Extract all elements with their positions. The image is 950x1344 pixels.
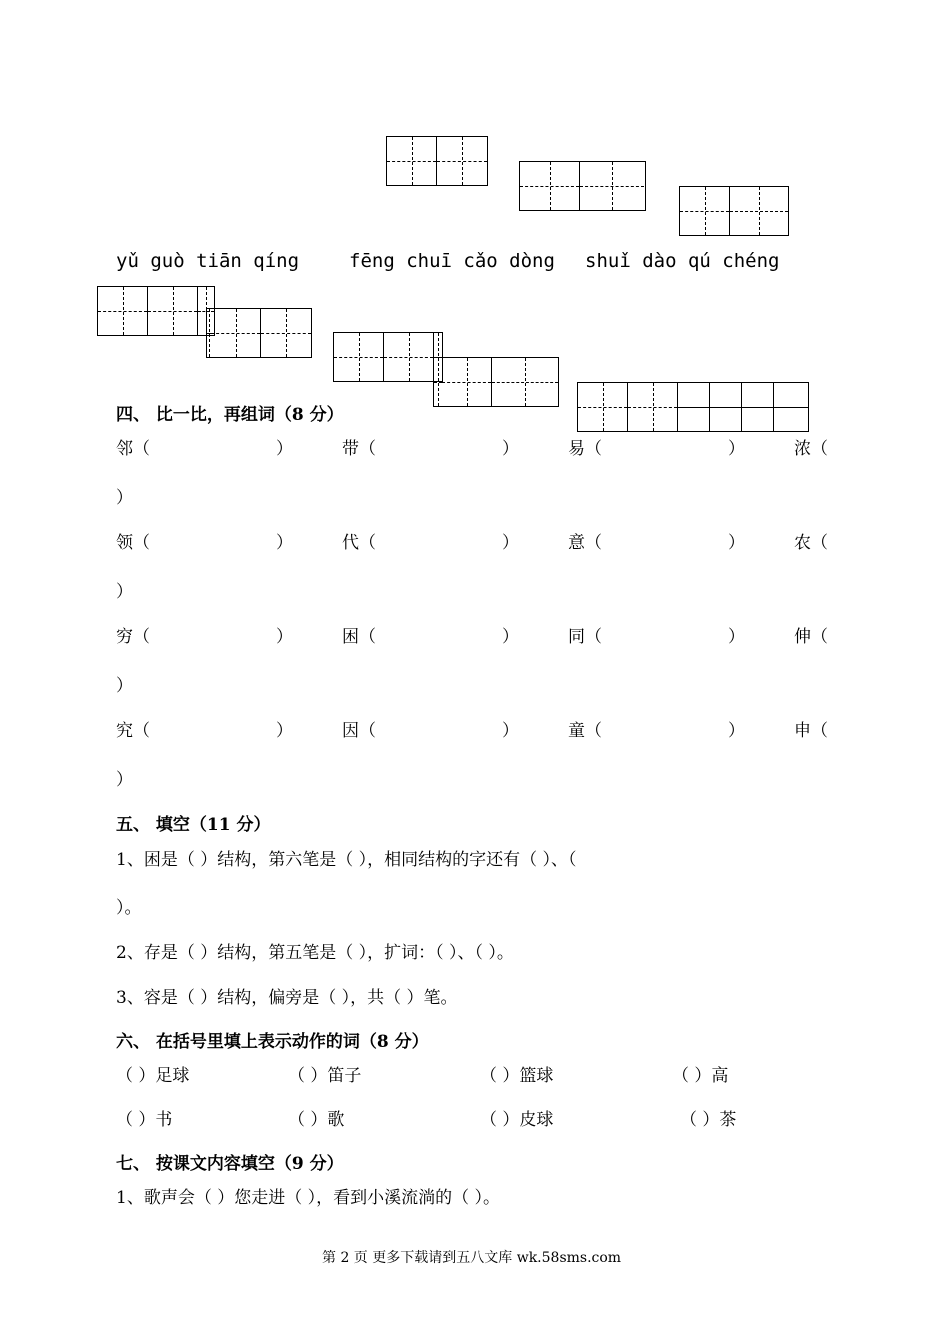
writing-grid-3[interactable] bbox=[679, 186, 789, 236]
section5-q3: 3、容是（ ）结构，偏旁是（ ），共（ ）笔。 bbox=[116, 988, 458, 1008]
char-item: 易（ bbox=[568, 439, 602, 459]
writing-grid-2[interactable] bbox=[519, 161, 646, 211]
char-item: 意（ bbox=[568, 533, 602, 553]
char-item: 究（ bbox=[116, 721, 150, 741]
close-paren: ） bbox=[276, 721, 293, 741]
writing-grid-8[interactable] bbox=[577, 382, 809, 432]
page-footer: 第 2 页 更多下载请到五八文库 wk.58sms.com bbox=[322, 1250, 622, 1266]
close-paren: ） bbox=[728, 627, 745, 647]
char-item: 代（ bbox=[342, 533, 376, 553]
close-paren: ） bbox=[502, 627, 519, 647]
section4-title: 四、 比一比，再组词（8 分） bbox=[116, 405, 344, 425]
section6-item: （ ）足球 bbox=[116, 1066, 190, 1086]
close-paren: ） bbox=[116, 770, 133, 790]
char-item: 困（ bbox=[342, 627, 376, 647]
section6-item: （ ）笛子 bbox=[288, 1066, 362, 1086]
close-paren: ） bbox=[116, 488, 133, 508]
close-paren: ） bbox=[502, 439, 519, 459]
section5-q1: 1、困是（ ）结构，第六笔是（ ），相同结构的字还有（ ）、（ bbox=[116, 850, 577, 870]
char-item: 邻（ bbox=[116, 439, 150, 459]
pinyin-2: fēng chuī cǎo dòng bbox=[349, 250, 555, 272]
section7-q1: 1、歌声会（ ）您走进（ ），看到小溪流淌的（ ）。 bbox=[116, 1188, 501, 1208]
pinyin-1: yǔ guò tiān qíng bbox=[116, 250, 300, 272]
section6-item: （ ）篮球 bbox=[480, 1066, 554, 1086]
writing-grid-5[interactable] bbox=[206, 308, 312, 358]
char-item: 带（ bbox=[342, 439, 376, 459]
char-item: 伸（ bbox=[794, 627, 828, 647]
section6-item: （ ）歌 bbox=[288, 1110, 345, 1130]
char-item: 领（ bbox=[116, 533, 150, 553]
writing-grid-1[interactable] bbox=[386, 136, 488, 186]
close-paren: ） bbox=[502, 721, 519, 741]
section6-item: （ ）茶 bbox=[680, 1110, 737, 1130]
char-item: 申（ bbox=[794, 721, 828, 741]
section5-title: 五、 填空（11 分） bbox=[116, 815, 271, 835]
writing-grid-7[interactable] bbox=[433, 357, 559, 407]
char-item: 浓（ bbox=[794, 439, 828, 459]
pinyin-3: shuǐ dào qú chéng bbox=[585, 250, 780, 272]
close-paren: ） bbox=[116, 676, 133, 696]
close-paren: ） bbox=[276, 533, 293, 553]
section6-item: （ ）高 bbox=[672, 1066, 729, 1086]
close-paren: ） bbox=[728, 533, 745, 553]
close-paren: ） bbox=[276, 439, 293, 459]
close-paren: ） bbox=[276, 627, 293, 647]
section5-q2: 2、存是（ ）结构，第五笔是（ ），扩词：（ ）、（ ）。 bbox=[116, 943, 514, 963]
close-paren: ） bbox=[728, 439, 745, 459]
close-paren: ） bbox=[502, 533, 519, 553]
section5-q1-cont: ）。 bbox=[116, 898, 142, 918]
char-item: 同（ bbox=[568, 627, 602, 647]
char-item: 农（ bbox=[794, 533, 828, 553]
writing-grid-6[interactable] bbox=[333, 332, 443, 382]
close-paren: ） bbox=[728, 721, 745, 741]
char-item: 童（ bbox=[568, 721, 602, 741]
section6-item: （ ）皮球 bbox=[480, 1110, 554, 1130]
writing-grid-4[interactable] bbox=[97, 286, 215, 336]
close-paren: ） bbox=[116, 582, 133, 602]
section6-title: 六、 在括号里填上表示动作的词（8 分） bbox=[116, 1032, 429, 1052]
section6-item: （ ）书 bbox=[116, 1110, 173, 1130]
char-item: 穷（ bbox=[116, 627, 150, 647]
char-item: 因（ bbox=[342, 721, 376, 741]
section7-title: 七、 按课文内容填空（9 分） bbox=[116, 1154, 344, 1174]
